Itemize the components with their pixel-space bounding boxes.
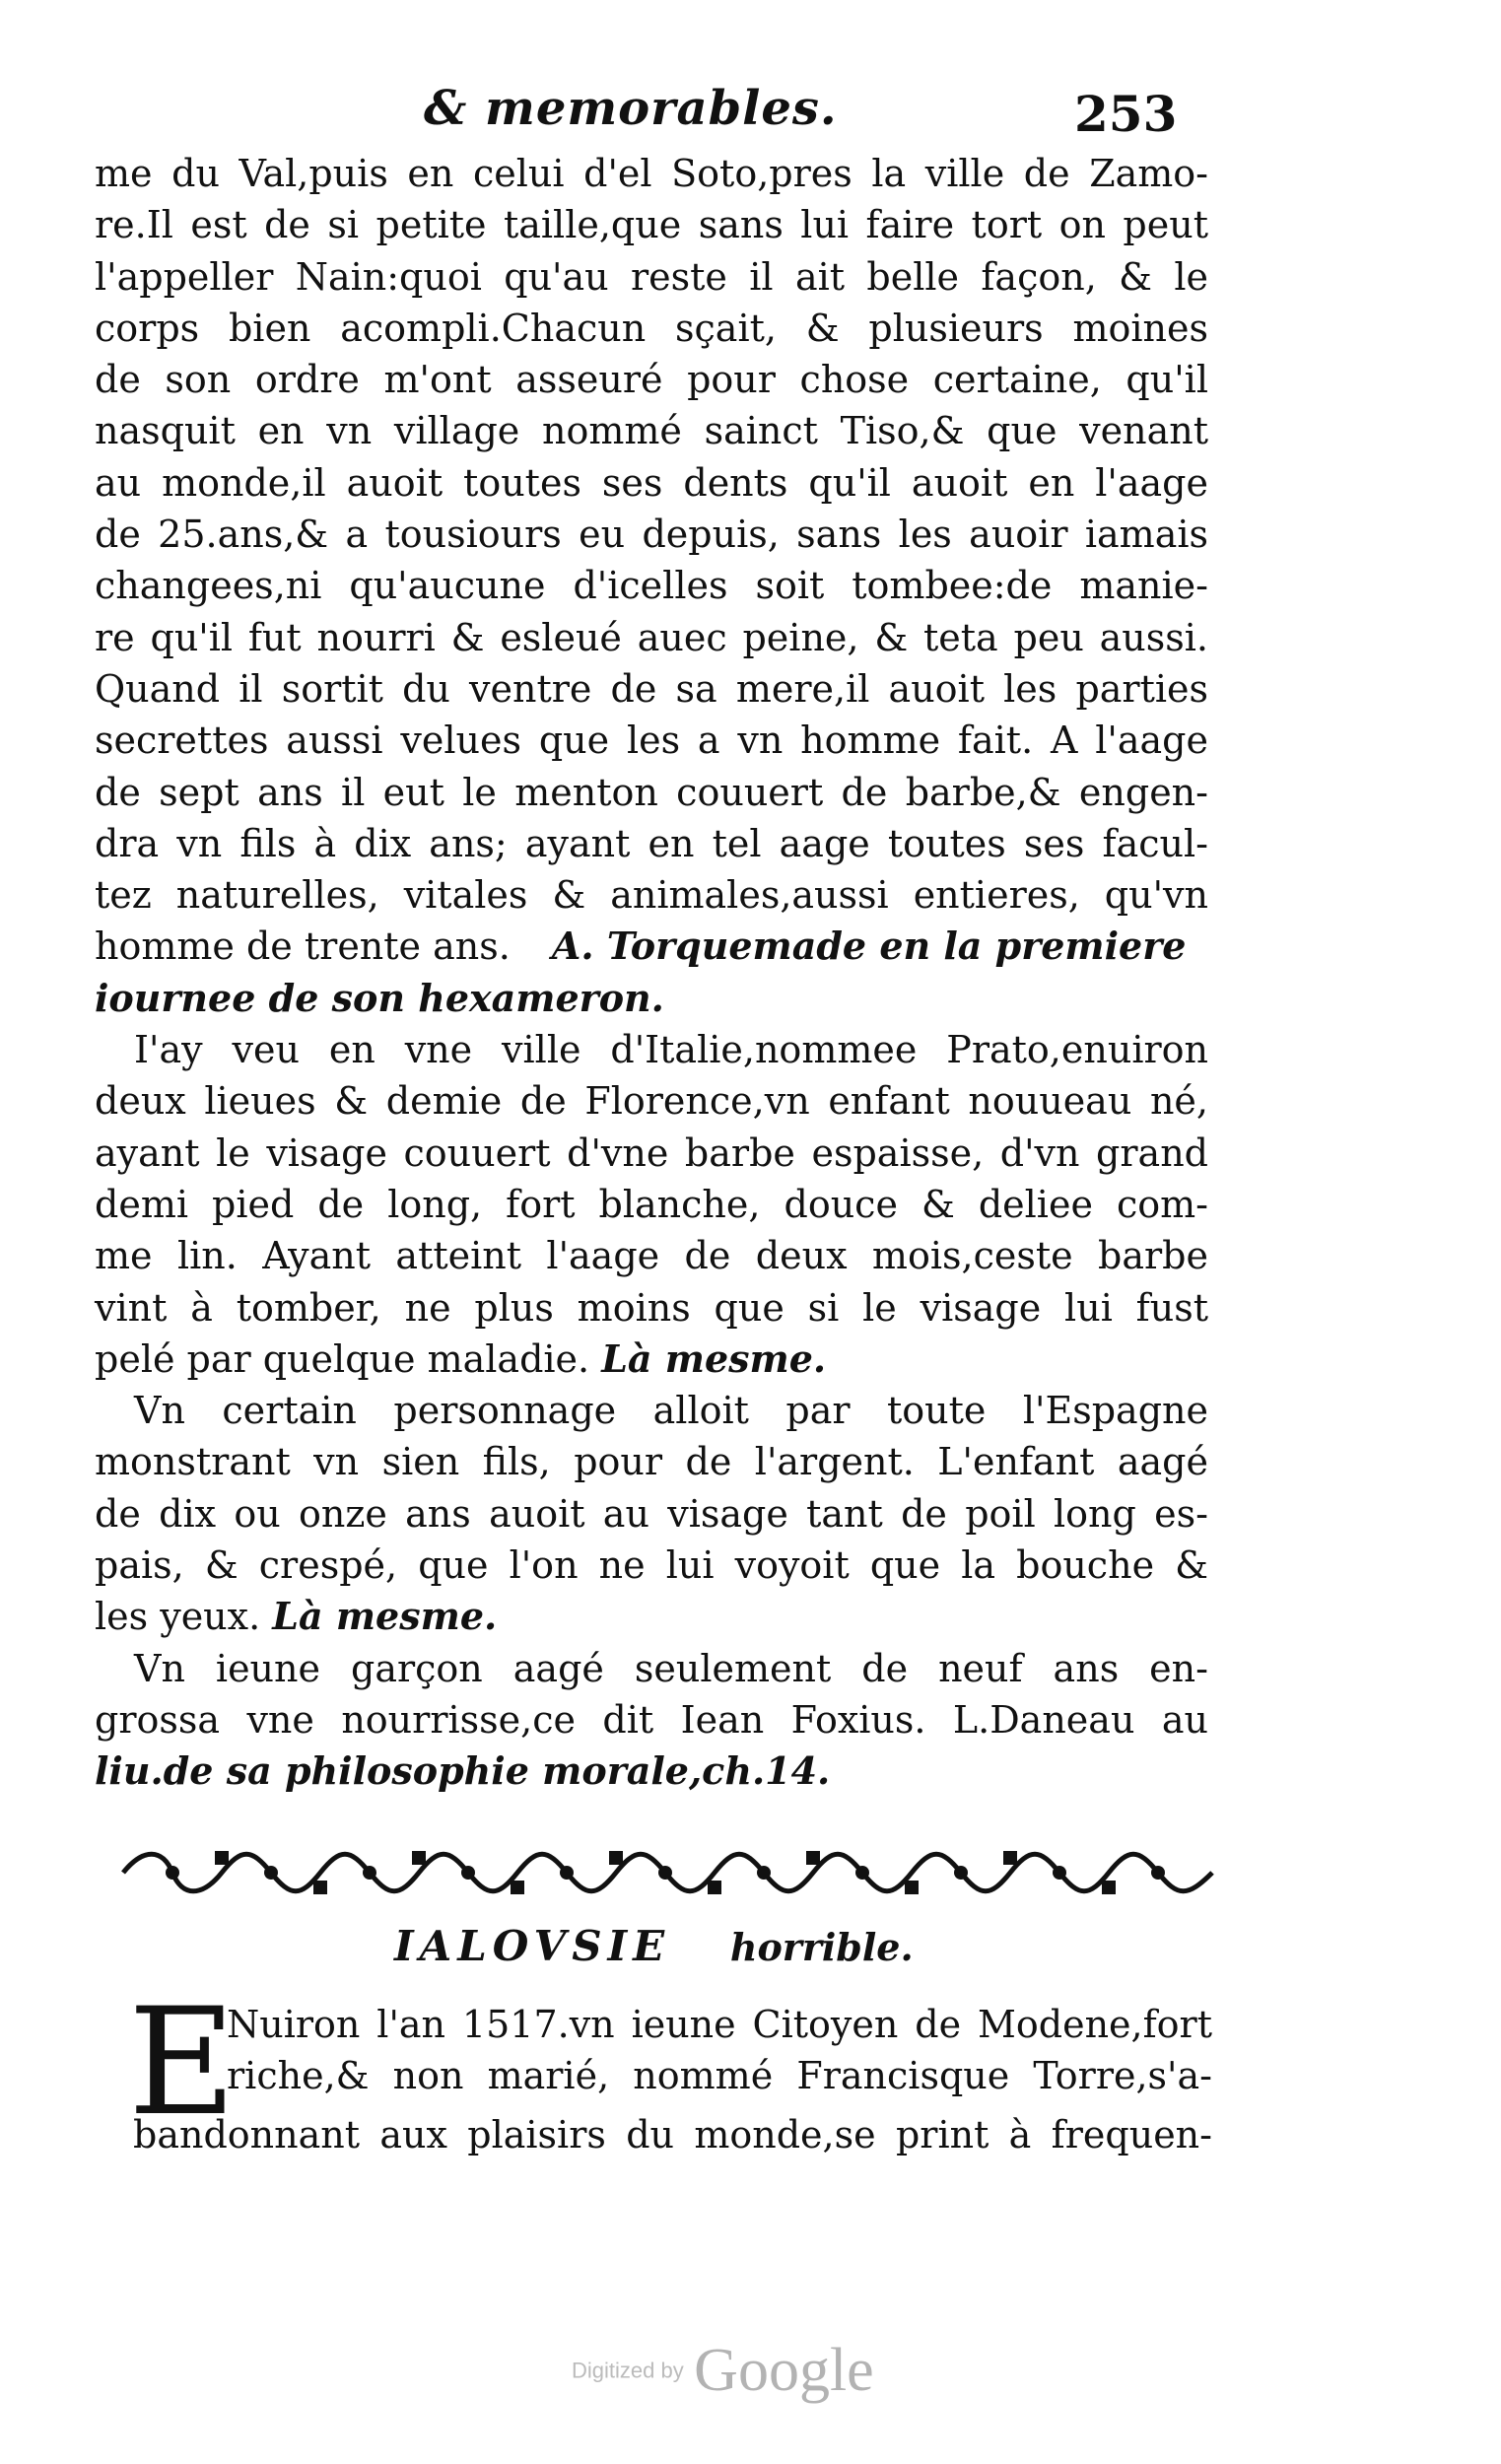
citation-line: [95, 1745, 1208, 1797]
text-line: deux lieues & demie de Florence,vn enfant nouueau né,: [95, 1079, 1208, 1124]
text-line: de son ordre m'ont asseuré pour chose certaine, qu'il: [95, 358, 1208, 402]
text-line: riche,& non marié, nommé Francisque Torre,s'a-: [227, 2054, 1212, 2098]
text-line: bandonnant aux plaisirs du monde,se print à frequen-: [133, 2113, 1212, 2156]
text-segment: homme de trente ans.: [95, 924, 511, 969]
text-line: monstrant vn sien fils, pour de l'argent. L'enfant aagé: [95, 1440, 1208, 1484]
text-line: Vn ieune garçon aagé seulement de neuf ans en-: [134, 1646, 1208, 1690]
text-line: ayant le visage couuert d'vne barbe espaisse, d'vn grand: [95, 1130, 1208, 1175]
text-line: de sept ans il eut le menton couuert de barbe,& engen-: [95, 770, 1208, 814]
citation-line: [95, 973, 1208, 1024]
text-line: Quand il sortit du ventre de sa mere,il auoit les parties: [95, 666, 1208, 711]
text-line: vint à tomber, ne plus moins que si le visage lui fust: [95, 1285, 1208, 1330]
section-title-sub: horrible.: [729, 1925, 914, 1969]
text-line: changees,ni qu'aucune d'icelles soit tombee:de manie-: [95, 564, 1208, 608]
text-line: de dix ou onze ans auoit au visage tant de poil long es-: [95, 1491, 1208, 1536]
ornament-band-icon: [118, 1843, 1222, 1902]
text-line: secrettes aussi velues que les a vn homme fait. A l'aage: [95, 719, 1208, 763]
text-line: corps bien acompli.Chacun sçait, & plusieurs moines: [95, 306, 1208, 350]
text-line: pais, & crespé, que l'on ne lui voyoit que la bouche &: [95, 1543, 1208, 1588]
watermark-brand: Google: [694, 2337, 874, 2404]
citation: Là mesme.: [601, 1335, 827, 1381]
section-title-main: IALOVSIE: [394, 1922, 671, 1970]
text-line: I'ay veu en vne ville d'Italie,nommee Prato,enuiron: [134, 1028, 1208, 1072]
text-line-with-citation: [95, 1591, 1208, 1642]
citation: A. Torquemade en la premiere: [551, 924, 1187, 969]
citation: iournee de son hexameron.: [95, 975, 664, 1020]
drop-cap: E: [128, 1977, 237, 2149]
text-line: au monde,il auoit toutes ses dents qu'il auoit en l'aage: [95, 460, 1208, 505]
text-line: l'appeller Nain:quoi qu'au reste il ait belle façon, & le: [95, 254, 1208, 299]
text-line: Nuiron l'an 1517.vn ieune Citoyen de Modene,fort: [227, 2003, 1212, 2046]
text-line: re qu'il fut nourri & esleué auec peine, & teta peu aussi.: [95, 615, 1208, 659]
text-line: re.Il est de si petite taille,que sans lui faire tort on peut: [95, 203, 1208, 247]
text-segment: les yeux.: [95, 1595, 261, 1639]
text-line: me du Val,puis en celui d'el Soto,pres la ville de Zamo-: [95, 152, 1208, 195]
page-number: 253: [1074, 85, 1178, 143]
text-line: dra vn fils à dix ans; ayant en tel aage toutes ses facul-: [95, 821, 1208, 865]
final-paragraph-start: [227, 1999, 1212, 2102]
text-segment: pelé par quelque maladie.: [95, 1336, 590, 1381]
text-line: nasquit en vn village nommé sainct Tiso,& que venant: [95, 409, 1208, 453]
text-line: tez naturelles, vitales & animales,aussi entieres, qu'vn: [95, 873, 1208, 918]
text-line-with-citation: [95, 1334, 1208, 1385]
text-line: de 25.ans,& a tousiours eu depuis, sans les auoir iamais: [95, 513, 1208, 557]
text-line: demi pied de long, fort blanche, douce & deliee com-: [95, 1182, 1208, 1226]
text-line: Vn certain personnage alloit par toute l'Espagne: [134, 1389, 1208, 1433]
watermark-prefix: Digitized by: [572, 2358, 684, 2383]
citation: Là mesme.: [272, 1594, 498, 1639]
running-head: & memorables.: [424, 81, 838, 136]
text-line: grossa vne nourrisse,ce dit Iean Foxius. L.Daneau au: [95, 1697, 1208, 1742]
final-paragraph-rest: [133, 2109, 1212, 2160]
digitized-by-watermark: [572, 2336, 874, 2406]
citation: liu.de sa philosophie morale,ch.14.: [95, 1748, 831, 1794]
section-title: [394, 1922, 914, 1970]
main-text: [95, 148, 1208, 1798]
text-line-with-citation: [95, 921, 1208, 972]
text-line: me lin. Ayant atteint l'aage de deux mois,ceste barbe: [95, 1234, 1208, 1278]
